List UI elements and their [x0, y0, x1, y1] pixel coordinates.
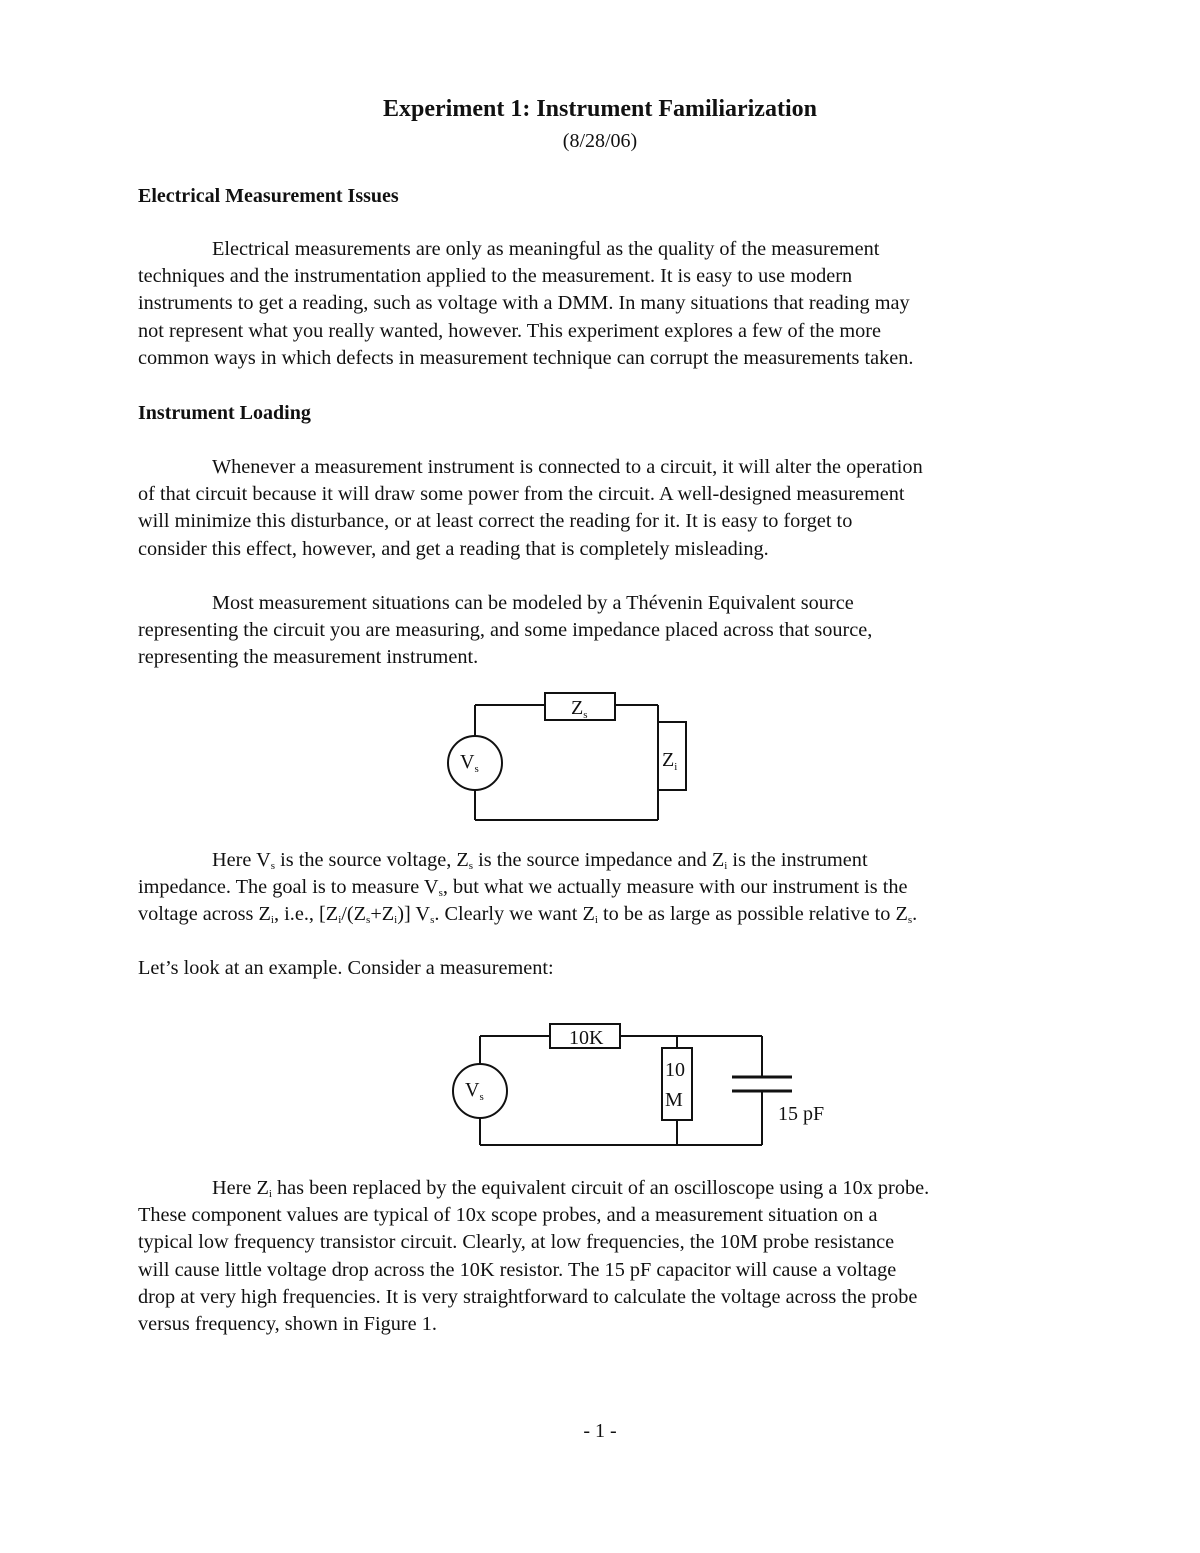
text-line: consider this effect, however, and get a reading that is completely misleading. [138, 537, 769, 560]
text-line: will cause little voltage drop across the 10K resistor. The 15 pF capacitor will cause a voltage [138, 1258, 897, 1281]
text-line: drop at very high frequencies. It is very straightforward to calculate the voltage across the probe [138, 1285, 918, 1308]
text-line: versus frequency, shown in Figure 1. [138, 1313, 437, 1336]
paragraph-measurement-issues [138, 236, 1068, 372]
text-line: instruments to get a reading, such as voltage with a DMM. In many situations that reading may [138, 292, 910, 315]
source-label: $V_s$ [465, 1079, 484, 1103]
source-label: $V_s$ [460, 751, 479, 775]
instrument-impedance-box [658, 722, 686, 790]
resistor-label: 10K [569, 1027, 604, 1049]
paragraph-probe-explanation [138, 1175, 1068, 1338]
text-line: representing the measurement instrument. [138, 646, 479, 669]
load-impedance-label: $Z_i$ [662, 749, 678, 773]
section-heading-measurement-issues: Electrical Measurement Issues [138, 185, 399, 207]
text-line: Here $V_s$ is the source voltage, $Z_s$ is the source impedance and $Z_i$ is the instrument [212, 849, 868, 872]
resistor-10k-box [550, 1024, 620, 1048]
text-line: impedance. The goal is to measure $V_s$, but what we actually measure with our instrument is the [138, 876, 908, 900]
probe-resistor-label-line1: 10 [665, 1059, 685, 1081]
text-line: Most measurement situations can be modeled by a Thévenin Equivalent source [212, 592, 854, 614]
voltage-source-circle [448, 736, 502, 790]
example-intro [138, 955, 1068, 982]
probe-resistor-box [662, 1048, 692, 1120]
text-line: Here $Z_i$ has been replaced by the equivalent circuit of an oscilloscope using a 10x probe. [212, 1177, 930, 1200]
source-impedance-box [545, 693, 615, 720]
text-line: These component values are typical of 10x scope probes, and a measurement situation on a [138, 1204, 878, 1227]
page-number: - 1 - [583, 1420, 617, 1442]
page-title: Experiment 1: Instrument Familiarization [383, 96, 817, 122]
text-line: Let’s look at an example. Consider a measurement: [138, 957, 554, 979]
text-line: common ways in which defects in measurement technique can corrupt the measurements taken. [138, 346, 914, 369]
text-line: typical low frequency transistor circuit. Clearly, at low frequencies, the 10M probe resistance [138, 1231, 895, 1254]
capacitor-label: 15 pF [778, 1103, 825, 1125]
text-line: Whenever a measurement instrument is connected to a circuit, it will alter the operation [212, 456, 923, 478]
paragraph-impedance-explanation [138, 847, 1068, 929]
series-impedance-label: $Z_s$ [571, 697, 588, 721]
text-line: Electrical measurements are only as meaningful as the quality of the measurement [212, 238, 880, 260]
document-date: (8/28/06) [562, 130, 638, 152]
text-line: not represent what you really wanted, however. This experiment explores a few of the more [138, 319, 882, 342]
paragraph-loading-1 [138, 454, 1068, 563]
voltage-source-circle [453, 1064, 507, 1118]
text-line: will minimize this disturbance, or at least correct the reading for it. It is easy to forget to [138, 510, 853, 533]
text-line: representing the circuit you are measuring, and some impedance placed across that source, [138, 619, 873, 642]
text-line: techniques and the instrumentation applied to the measurement. It is easy to use modern [138, 265, 853, 288]
section-heading-instrument-loading: Instrument Loading [138, 402, 311, 424]
text-line: voltage across $Z_i$, i.e., $[Z_i/(Z_s+Z_i)]$ $V_s$. Clearly we want $Z_i$ to be as large as possible relative to $Z_s$. [138, 903, 918, 927]
probe-resistor-label-line2: M [665, 1089, 683, 1111]
text-line: of that circuit because it will draw some power from the circuit. A well-designed measurement [138, 483, 905, 506]
paragraph-loading-2 [138, 590, 1068, 672]
